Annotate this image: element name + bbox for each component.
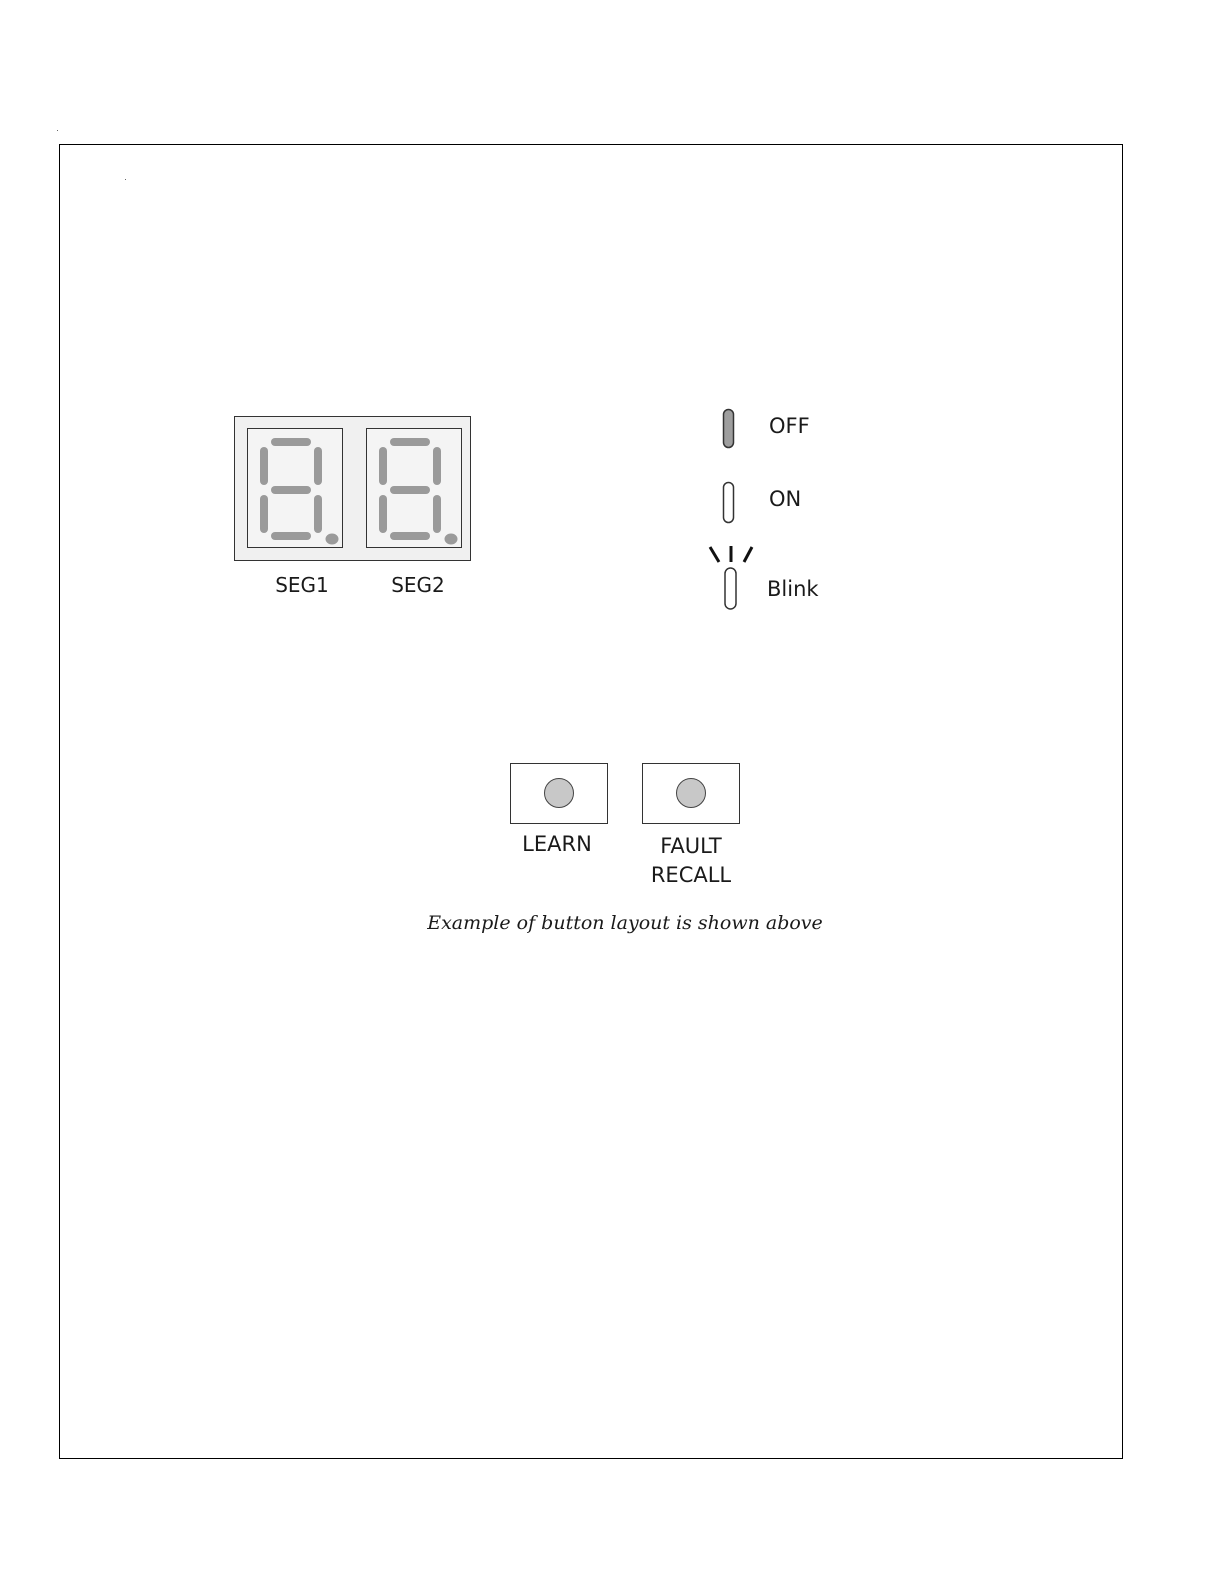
fault-recall-button[interactable] [642, 763, 740, 824]
led-blink-icon [704, 542, 758, 612]
segment-a [390, 438, 430, 446]
led-on-icon [722, 481, 736, 525]
figure-caption: Example of button layout is shown above [427, 912, 823, 934]
led-off-icon [722, 408, 736, 450]
segment-g [390, 486, 430, 494]
fault-recall-button-knob [676, 778, 706, 808]
stray-mark [57, 130, 58, 131]
learn-button-label: LEARN [522, 832, 592, 856]
segment-g [271, 486, 311, 494]
digit-seg2 [366, 428, 462, 548]
digit-seg1 [247, 428, 343, 548]
segment-d [390, 532, 430, 540]
learn-button-knob [544, 778, 574, 808]
segment-b [314, 447, 322, 485]
segment-dp [326, 534, 339, 545]
fault-recall-label-line2: RECALL [650, 863, 732, 887]
segment-c [314, 495, 322, 533]
digit-seg1-segments [248, 429, 344, 549]
segment-c [433, 495, 441, 533]
legend-off-label: OFF [769, 414, 810, 438]
seven-segment-display [234, 416, 471, 561]
seg1-label: SEG1 [275, 573, 329, 597]
legend-on-label: ON [769, 487, 802, 511]
segment-e [379, 495, 387, 533]
legend-blink-label: Blink [767, 577, 819, 601]
segment-b [433, 447, 441, 485]
fault-recall-button-label [636, 832, 746, 890]
segment-f [260, 447, 268, 485]
segment-f [379, 447, 387, 485]
stray-mark [125, 179, 126, 180]
segment-e [260, 495, 268, 533]
fault-recall-label-line1: FAULT [660, 834, 722, 858]
seg2-label: SEG2 [391, 573, 445, 597]
digit-seg2-segments [367, 429, 463, 549]
segment-dp [445, 534, 458, 545]
segment-a [271, 438, 311, 446]
segment-d [271, 532, 311, 540]
learn-button[interactable] [510, 763, 608, 824]
